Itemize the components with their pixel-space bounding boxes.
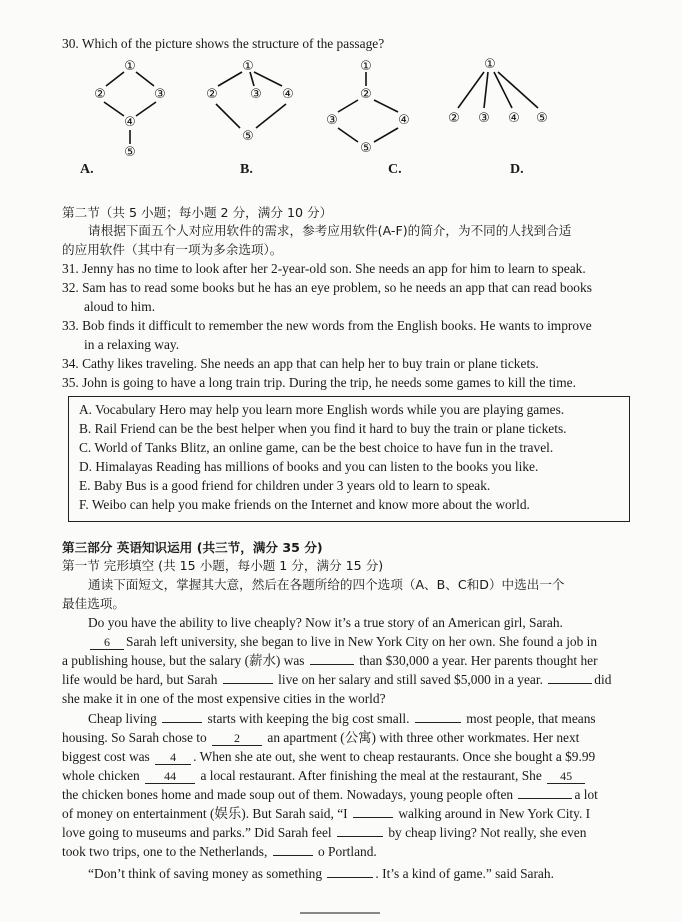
passage-text: walking around in New York City. I	[398, 806, 591, 821]
passage-line-7	[62, 728, 579, 747]
question-34: 34. Cathy likes traveling. She needs an app that can help her to buy train or plane tickets.	[62, 356, 539, 371]
passage-line-8	[62, 747, 595, 766]
blank-hw-4: 4	[155, 751, 191, 765]
passage-text: life would be hard, but Sarah	[62, 672, 218, 687]
structure-diagram-b	[200, 52, 300, 167]
question-31: 31. Jenny has no time to look after her 2-year-old son. She needs an app for him to learn to speak.	[62, 261, 586, 276]
passage-line-5: she make it in one of the most expensive cities in the world?	[62, 691, 386, 706]
option-d-label: D.	[510, 162, 524, 177]
node-4: ④	[282, 87, 294, 102]
passage-text: a local restaurant. After finishing the meal at the restaurant, She	[200, 768, 542, 783]
passage-text: biggest cost was	[62, 749, 150, 764]
passage-text: whole chicken	[62, 768, 140, 783]
node-1: ①	[242, 59, 254, 74]
passage-text: did	[594, 672, 612, 687]
node-3: ③	[478, 111, 490, 126]
connector-line	[218, 72, 242, 86]
passage-text: took two trips, one to the Netherlands,	[62, 844, 268, 859]
structure-diagram-a	[88, 52, 178, 167]
node-5: ⑤	[360, 141, 372, 156]
blank-hw-45: 45	[547, 770, 585, 784]
app-option-a: A. Vocabulary Hero may help you learn more English words while you are playing games.	[79, 402, 565, 417]
node-5: ⑤	[242, 129, 254, 144]
node-4: ④	[124, 115, 136, 130]
connector-line	[338, 128, 358, 142]
blank-hw-6: 6	[90, 636, 124, 650]
section2-header: 第二节（共 5 小题；每小题 2 分，满分 10 分）	[62, 205, 333, 220]
node-1: ①	[360, 59, 372, 74]
option-c-label: C.	[388, 162, 402, 177]
passage-text: Sarah left university, she began to live in New York City on her own. She found a job in	[126, 634, 598, 649]
node-3: ③	[154, 87, 166, 102]
node-3: ③	[326, 113, 338, 128]
passage-text: housing. So Sarah chose to	[62, 730, 207, 745]
structure-diagram-c	[320, 52, 420, 167]
passage-text: than $30,000 a year. Her parents thought her	[359, 653, 598, 668]
connector-line	[458, 72, 484, 108]
passage-text: love going to museums and parks.” Did Sarah feel	[62, 825, 332, 840]
app-option-c: C. World of Tanks Blitz, an online game, can be the best choice to have fun in the travel.	[79, 440, 554, 455]
diagram-d-svg	[440, 52, 560, 162]
connector-line	[106, 72, 124, 86]
blank	[337, 823, 383, 837]
passage-text: by cheap living? Not really, she even	[388, 825, 587, 840]
app-option-b: B. Rail Friend can be the best helper when you find it hard to buy the train or plane tickets.	[79, 421, 567, 436]
passage-text: a lot	[574, 787, 598, 802]
connector-line	[256, 104, 286, 128]
blank-hw-2: 2	[212, 732, 262, 746]
connector-line	[338, 100, 358, 112]
passage-text: live on her salary and still saved $5,000 in a year.	[278, 672, 543, 687]
passage-line-9	[62, 766, 587, 785]
passage-line-14	[88, 864, 554, 883]
blank	[273, 842, 313, 856]
connector-line	[136, 72, 154, 86]
node-2: ②	[448, 111, 460, 126]
app-option-e: E. Baby Bus is a good friend for children under 3 years old to learn to speak.	[79, 478, 491, 493]
question-35: 35. John is going to have a long train trip. During the trip, he needs some games to kill the time.	[62, 375, 576, 390]
passage-text: “Don’t think of saving money as something	[88, 866, 323, 881]
app-option-f: F. Weibo can help you make friends on the Internet and know more about the world.	[79, 497, 530, 512]
blank-hw-44: 44	[145, 770, 195, 784]
node-3: ③	[250, 87, 262, 102]
node-2: ②	[94, 87, 106, 102]
blank	[518, 785, 572, 799]
passage-line-4	[62, 670, 611, 689]
part3-header: 第三部分 英语知识运用 (共三节，满分 35 分)	[62, 540, 323, 555]
node-1: ①	[484, 57, 496, 72]
connector-line	[498, 72, 538, 108]
app-option-d: D. Himalayas Reading has millions of books and you can listen to the books you like.	[79, 459, 539, 474]
part3-subheader: 第一节 完形填空 (共 15 小题，每小题 1 分，满分 15 分)	[62, 558, 384, 573]
passage-text: of money on entertainment (娱乐). But Sarah said, “I	[62, 806, 348, 821]
connector-line	[484, 72, 488, 108]
blank	[162, 709, 202, 723]
node-5: ⑤	[536, 111, 548, 126]
part3-instruction-1: 通读下面短文，掌握其大意，然后在各题所给的四个选项（A、B、C和D）中选出一个	[88, 577, 565, 592]
question-33-line1: 33. Bob finds it difficult to remember the new words from the English books. He wants to improve	[62, 318, 592, 333]
structure-diagram-d	[440, 52, 560, 167]
node-5: ⑤	[124, 145, 136, 160]
page-footer-mark	[300, 912, 380, 914]
app-options-box	[68, 396, 630, 522]
connector-line	[254, 72, 282, 86]
diagram-a-svg	[88, 52, 178, 162]
diagram-b-svg	[200, 52, 300, 162]
blank	[548, 670, 592, 684]
part3-instruction-2: 最佳选项。	[62, 596, 125, 611]
passage-text: Cheap living	[88, 711, 157, 726]
node-4: ④	[398, 113, 410, 128]
blank	[415, 709, 461, 723]
blank	[327, 864, 373, 878]
connector-line	[250, 72, 254, 86]
passage-line-1: Do you have the ability to live cheaply? Now it’s a true story of an American girl, Sarah.	[88, 615, 563, 630]
connector-line	[216, 104, 240, 128]
question-33-line2: in a relaxing way.	[84, 337, 180, 352]
question-32-line1: 32. Sam has to read some books but he has an eye problem, so he needs an app that can read books	[62, 280, 592, 295]
passage-text: an apartment (公寓) with three other workmates. Her next	[267, 730, 580, 745]
connector-line	[104, 102, 124, 116]
blank	[353, 804, 393, 818]
passage-text: starts with keeping the big cost small.	[207, 711, 410, 726]
passage-text: a publishing house, but the salary (薪水) was	[62, 653, 305, 668]
option-a-label: A.	[80, 162, 94, 177]
connector-line	[374, 100, 398, 112]
section2-instruction-2: 的应用软件（其中有一项为多余选项）。	[62, 242, 283, 257]
passage-text: the chicken bones home and made soup out of them. Nowadays, young people often	[62, 787, 514, 802]
option-b-label: B.	[240, 162, 253, 177]
passage-text: . It’s a kind of game.” said Sarah.	[375, 866, 554, 881]
passage-line-6	[88, 709, 596, 728]
connector-line	[374, 128, 398, 142]
passage-line-13	[62, 842, 377, 861]
passage-line-10	[62, 785, 598, 804]
passage-line-3	[62, 651, 598, 670]
node-2: ②	[206, 87, 218, 102]
q30-question: 30. Which of the picture shows the structure of the passage?	[62, 36, 385, 51]
node-4: ④	[508, 111, 520, 126]
diagram-c-svg	[320, 52, 420, 162]
passage-line-11	[62, 804, 590, 823]
section2-instruction-1: 请根据下面五个人对应用软件的需求，参考应用软件(A-F)的简介，为不同的人找到合适	[88, 223, 572, 238]
passage-text: o Portland.	[318, 844, 377, 859]
passage-text: most people, that means	[466, 711, 596, 726]
blank	[310, 651, 354, 665]
blank	[223, 670, 273, 684]
passage-text: . When she ate out, she went to cheap restaurants. Once she bought a $9.99	[193, 749, 596, 764]
connector-line	[136, 102, 156, 116]
passage-line-2	[88, 632, 597, 651]
passage-line-12	[62, 823, 586, 842]
node-1: ①	[124, 59, 136, 74]
question-32-line2: aloud to him.	[84, 299, 156, 314]
node-2: ②	[360, 87, 372, 102]
